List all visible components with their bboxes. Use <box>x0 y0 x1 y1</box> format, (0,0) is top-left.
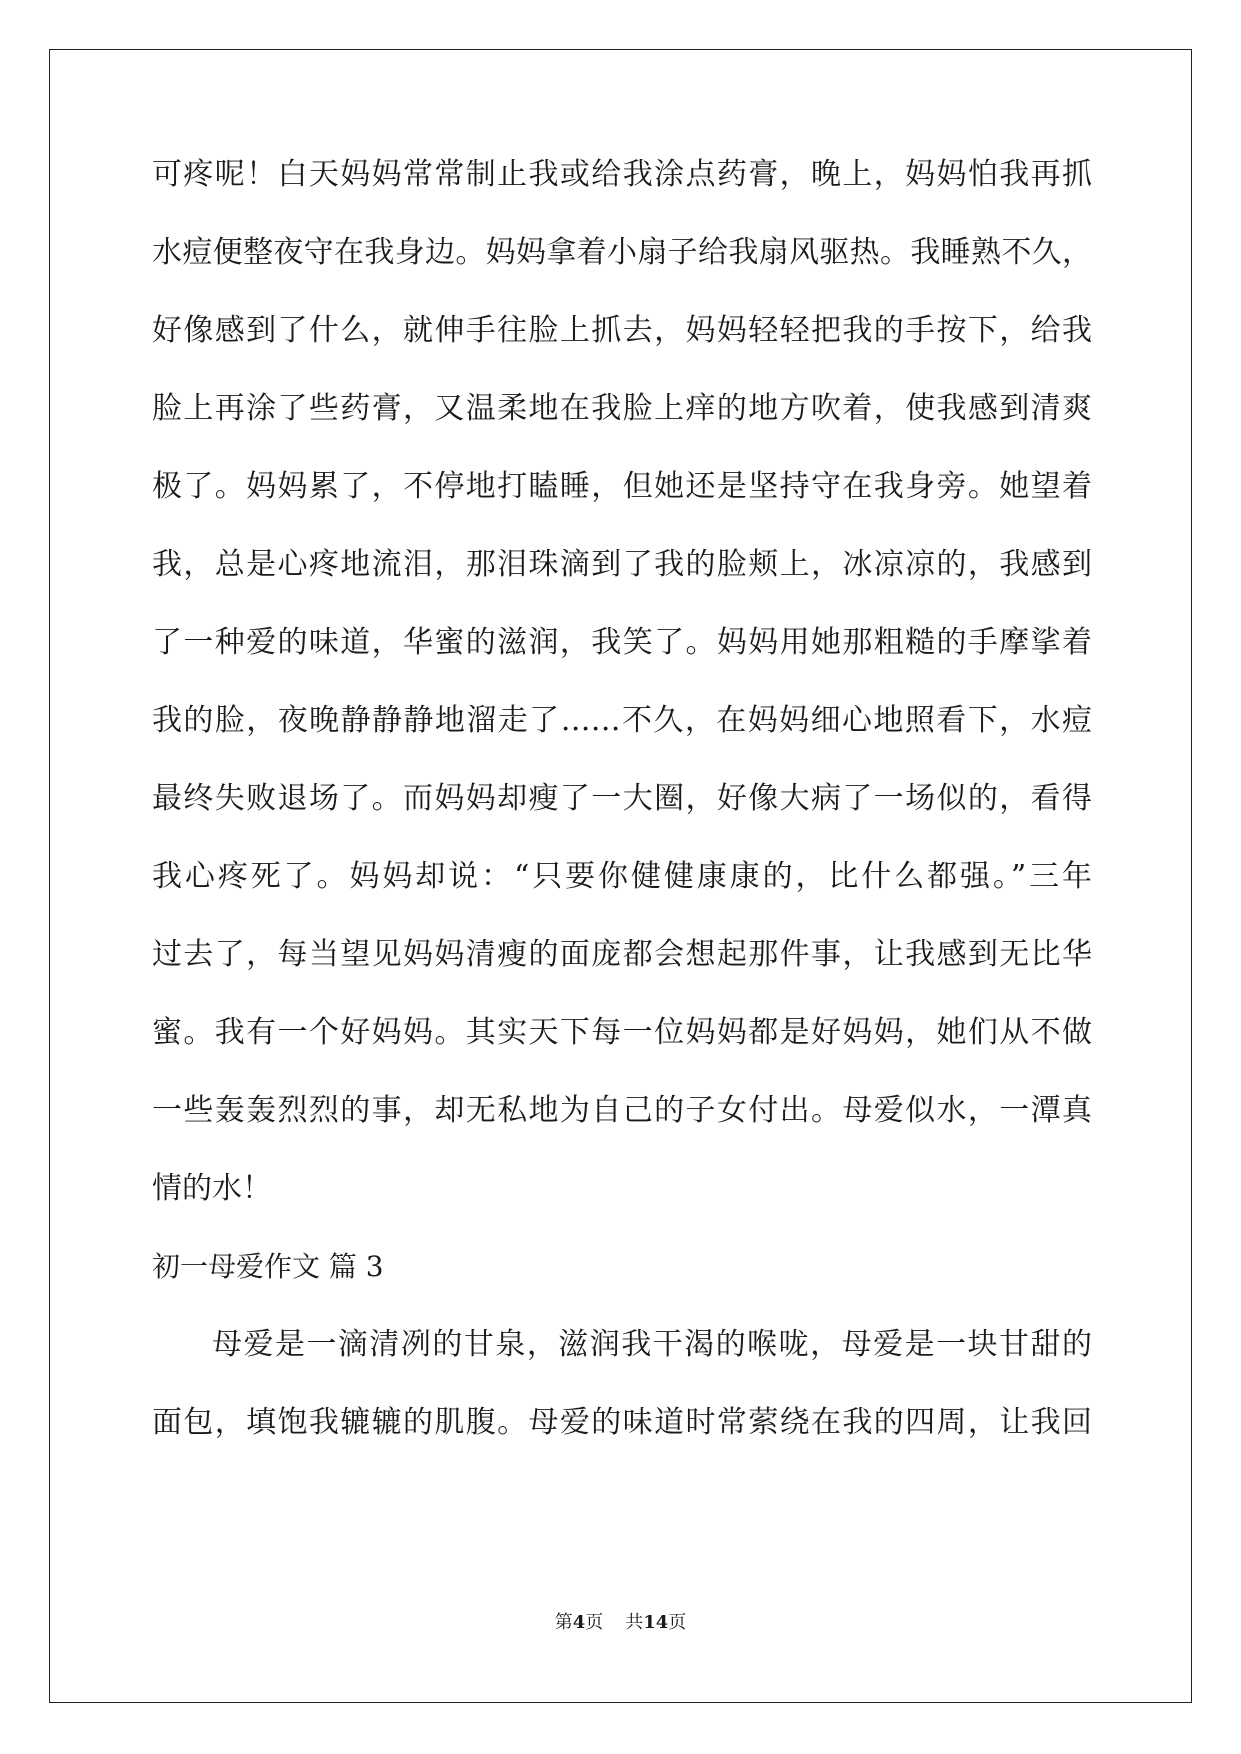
paragraph-line: 最终失败退场了。而妈妈却瘦了一大圈，好像大病了一场似的，看得 <box>152 781 1092 816</box>
paragraph-line: 好像感到了什么，就伸手往脸上抓去，妈妈轻轻把我的手按下，给我 <box>152 313 1092 348</box>
current-page-number: 4 <box>572 1612 586 1633</box>
paragraph-line: 过去了，每当望见妈妈清瘦的面庞都会想起那件事，让我感到无比华 <box>152 937 1092 972</box>
paragraph-line: 了一种爱的味道，华蜜的滋润，我笑了。妈妈用她那粗糙的手摩挲着 <box>152 625 1092 660</box>
document-body <box>152 155 1092 1481</box>
paragraph-line: 面包，填饱我辘辘的肌腹。母爱的味道时常萦绕在我的四周，让我回 <box>152 1405 1092 1440</box>
paragraph-line: 情的水！ <box>152 1171 272 1206</box>
footer-prefix: 第 <box>554 1612 573 1633</box>
paragraph-line: 脸上再涂了些药膏，又温柔地在我脸上痒的地方吹着，使我感到清爽 <box>152 391 1092 426</box>
footer-page-word: 页 <box>585 1612 604 1633</box>
page-footer <box>0 1612 1241 1634</box>
footer-total-suffix: 页 <box>668 1612 687 1633</box>
section-heading: 初一母爱作文 篇 3 <box>152 1250 384 1283</box>
paragraph-line: 母爱是一滴清冽的甘泉，滋润我干渴的喉咙，母爱是一块甘甜的 <box>212 1327 1092 1362</box>
total-pages-number: 14 <box>643 1612 669 1633</box>
paragraph-line: 一些轰轰烈烈的事，却无私地为自己的子女付出。母爱似水，一潭真 <box>152 1093 1092 1128</box>
paragraph-line: 极了。妈妈累了，不停地打瞌睡，但她还是坚持守在我身旁。她望着 <box>152 469 1092 504</box>
paragraph-line: 蜜。我有一个好妈妈。其实天下每一位妈妈都是好妈妈，她们从不做 <box>152 1015 1092 1050</box>
paragraph-line: 我的脸，夜晚静静静地溜走了……不久，在妈妈细心地照看下，水痘 <box>152 703 1092 738</box>
paragraph-line: 我心疼死了。妈妈却说：“只要你健健康康的，比什么都强。”三年 <box>152 859 1092 894</box>
footer-total-prefix: 共 <box>625 1612 644 1633</box>
paragraph-line: 我，总是心疼地流泪，那泪珠滴到了我的脸颊上，冰凉凉的，我感到 <box>152 547 1092 582</box>
paragraph-line: 可疼呢！白天妈妈常常制止我或给我涂点药膏，晚上，妈妈怕我再抓 <box>152 157 1092 192</box>
paragraph-line: 水痘便整夜守在我身边。妈妈拿着小扇子给我扇风驱热。我睡熟不久， <box>152 235 1092 270</box>
